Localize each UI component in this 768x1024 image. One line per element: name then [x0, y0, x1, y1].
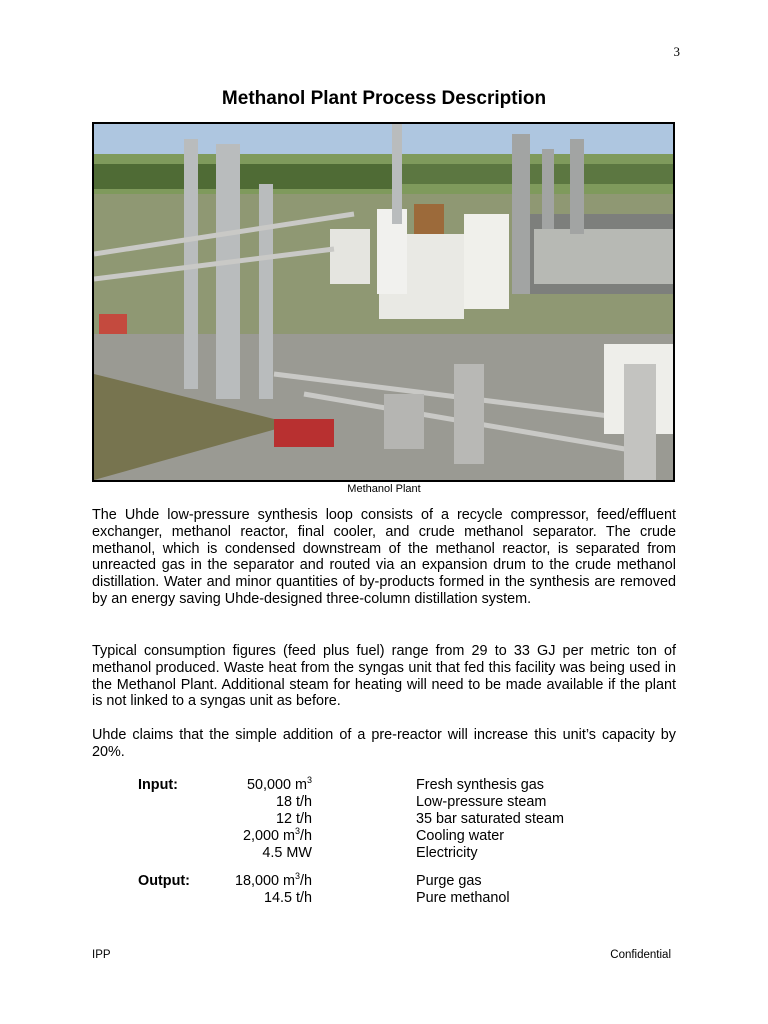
output-desc: Pure methanol	[416, 890, 510, 906]
page-title: Methanol Plant Process Description	[221, 88, 547, 109]
input-qty: 18 t/h	[275, 794, 312, 810]
input-desc: Fresh synthesis gas	[416, 777, 544, 793]
input-qty: 12 t/h	[275, 811, 312, 827]
input-desc: Cooling water	[416, 828, 504, 844]
input-qty: 2,000 $m^3/h$	[242, 826, 312, 844]
output-qty: 18,000 $m^3/h$	[234, 871, 312, 889]
page-number: 3	[673, 44, 680, 59]
input-desc: 35 bar saturated steam	[416, 811, 564, 827]
input-label: Input:	[138, 777, 178, 793]
methanol-plant-photo	[92, 122, 675, 482]
figure-caption: Methanol Plant	[347, 483, 421, 495]
input-qty: 50,000 $m^3$	[246, 775, 312, 793]
output-qty: 14.5 t/h	[263, 890, 312, 906]
input-desc: Electricity	[416, 845, 478, 861]
paragraph-synthesis-loop: The Uhde low-pressure synthesis loop consists of a recycle compressor, feed/effluent exchanger, methanol reactor, final cooler, and crude methanol separator. The crude methanol, which is condensed downstream of the methanol reactor, is separated from unreacted gas in the separator and routed via an expansion drum to the crude methanol distillation. Water and minor quantities of by-products formed in the synthesis are removed by an energy saving Uhde-designed three-column distillation system.	[92, 507, 676, 607]
footer-left: IPP	[92, 949, 111, 961]
input-qty: 4.5 MW	[262, 845, 312, 861]
plant-illustration	[94, 124, 673, 480]
paragraph-capacity-claim: Uhde claims that the simple addition of a pre-reactor will increase this unit’s capacity by 20%.	[92, 727, 676, 760]
output-label: Output:	[138, 873, 190, 889]
footer-right: Confidential	[610, 949, 671, 961]
input-desc: Low-pressure steam	[416, 794, 547, 810]
output-desc: Purge gas	[416, 873, 482, 889]
paragraph-consumption: Typical consumption figures (feed plus fuel) range from 29 to 33 GJ per metric ton of methanol produced. Waste heat from the syngas unit that fed this facility was being used in the Methanol Plant. Additional steam for heating will need to be made available if the plant is not linked to a syngas unit as before.	[92, 643, 676, 710]
